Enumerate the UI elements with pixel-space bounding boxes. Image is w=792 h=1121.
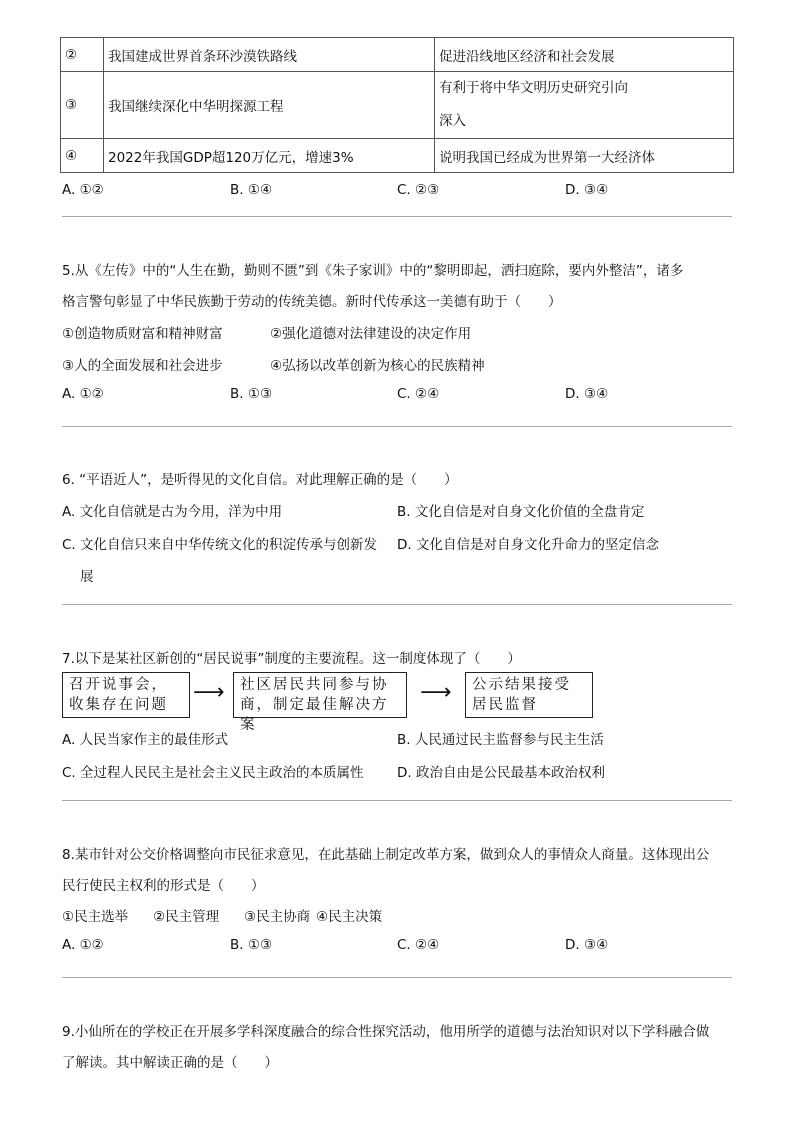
divider — [62, 426, 732, 427]
q6-option-c[interactable]: C. 文化自信只来自中华传统文化的积淀传承与创新发 — [62, 537, 378, 553]
q8-item-4: ④民主决策 — [316, 909, 383, 925]
table-cell-number: ③ — [61, 72, 104, 139]
table-cell-meaning — [435, 72, 734, 139]
table-row — [61, 139, 734, 173]
table-cell-event: 2022年我国GDP超120万亿元，增速3% — [104, 139, 435, 173]
divider — [62, 800, 732, 801]
q7-option-d[interactable]: D. 政治自由是公民最基本政治权利 — [397, 765, 605, 781]
meaning-line: 促进沿线地区经济和社会发展 — [439, 48, 615, 65]
meaning-line: 说明我国已经成为世界第一大经济体 — [439, 149, 655, 166]
flow-step-text: 商，制定最佳解决方案 — [240, 697, 389, 733]
flow-step-1 — [62, 672, 190, 718]
table-cell-meaning — [435, 139, 734, 173]
table-row — [61, 38, 734, 72]
divider — [62, 604, 732, 605]
q5-option-d[interactable]: D. ③④ — [565, 386, 609, 402]
q5-item-2: ②强化道德对法律建设的决定作用 — [270, 326, 472, 342]
q9-stem-line1: 9.小仙所在的学校正在开展多学科深度融合的综合性探究活动，他用所学的道德与法治知识对以下学科融合做 — [62, 1024, 710, 1040]
q8-option-c[interactable]: C. ②④ — [397, 937, 440, 953]
q5-stem-line1: 5.从《左传》中的“人生在勤，勤则不匮”到《朱子家训》中的“黎明即起，洒扫庭除，要内外整洁”，诸多 — [62, 263, 684, 279]
flow-step-text: 召开说事会， — [69, 677, 168, 693]
q7-stem: 7.以下是某社区新创的“居民说事”制度的主要流程。这一制度体现了（ ） — [62, 651, 521, 667]
q5-option-b[interactable]: B. ①③ — [230, 386, 273, 402]
q8-option-b[interactable]: B. ①③ — [230, 937, 273, 953]
meaning-line: 深入 — [439, 113, 466, 129]
flow-step-text: 收集存在问题 — [69, 697, 168, 713]
q6-option-d[interactable]: D. 文化自信是对自身文化升命力的坚定信念 — [397, 537, 659, 553]
arrow-right-icon: ⟶ — [193, 680, 225, 705]
table-cell-number: ② — [61, 38, 104, 72]
q6-option-c-continuation: 展 — [80, 569, 94, 585]
flow-step-text: 居民监督 — [472, 697, 538, 713]
flow-step-text: 公示结果接受 — [472, 677, 571, 693]
divider — [62, 977, 732, 978]
q6-option-a[interactable]: A. 文化自信就是古为今用，洋为中用 — [62, 504, 283, 520]
q5-item-3: ③人的全面发展和社会进步 — [62, 358, 223, 374]
q4-option-d[interactable]: D. ③④ — [565, 182, 609, 198]
q5-stem-line2: 格言警句彰显了中华民族勤于劳动的传统美德。新时代传承这一美德有助于（ ） — [62, 294, 562, 310]
q8-option-d[interactable]: D. ③④ — [565, 937, 609, 953]
meaning-line: 有利于将中华文明历史研究引向 — [439, 80, 628, 96]
flow-step-text: 社区居民共同参与协 — [240, 677, 389, 693]
q5-item-1: ①创造物质财富和精神财富 — [62, 326, 223, 342]
q8-item-3: ③民主协商 — [244, 909, 311, 925]
q9-stem-line2: 了解读。其中解读正确的是（ ） — [62, 1055, 278, 1071]
q8-stem-line2: 民行使民主权利的形式是（ ） — [62, 878, 265, 894]
q8-option-a[interactable]: A. ①② — [62, 937, 104, 953]
table-cell-number: ④ — [61, 139, 104, 173]
q7-option-a[interactable]: A. 人民当家作主的最佳形式 — [62, 732, 229, 748]
question-4-table — [60, 37, 734, 173]
divider — [62, 216, 732, 217]
q5-option-c[interactable]: C. ②④ — [397, 386, 440, 402]
flow-step-2 — [233, 672, 407, 733]
q7-option-b[interactable]: B. 人民通过民主监督参与民主生活 — [397, 732, 604, 748]
q7-option-c[interactable]: C. 全过程人民民主是社会主义民主政治的本质属性 — [62, 765, 364, 781]
q4-option-c[interactable]: C. ②③ — [397, 182, 440, 198]
table-row — [61, 72, 734, 139]
q6-stem: 6. “平语近人”，是听得见的文化自信。对此理解正确的是（ ） — [62, 472, 458, 488]
q8-item-2: ②民主管理 — [153, 909, 220, 925]
flow-step-3 — [465, 672, 593, 718]
q4-option-a[interactable]: A. ①② — [62, 182, 104, 198]
q5-item-4: ④弘扬以改革创新为核心的民族精神 — [270, 358, 485, 374]
q8-stem-line1: 8.某市针对公交价格调整向市民征求意见，在此基础上制定改革方案，做到众人的事情众人商量。这体现出公 — [62, 847, 710, 863]
table-cell-event: 我国建成世界首条环沙漠铁路线 — [104, 38, 435, 72]
q5-option-a[interactable]: A. ①② — [62, 386, 104, 402]
q8-item-1: ①民主选举 — [62, 909, 129, 925]
table-cell-event: 我国继续深化中华明探源工程 — [104, 72, 435, 139]
arrow-right-icon: ⟶ — [420, 680, 452, 705]
table-cell-meaning — [435, 38, 734, 72]
q6-option-b[interactable]: B. 文化自信是对自身文化价值的全盘肯定 — [397, 504, 645, 520]
q4-option-b[interactable]: B. ①④ — [230, 182, 273, 198]
